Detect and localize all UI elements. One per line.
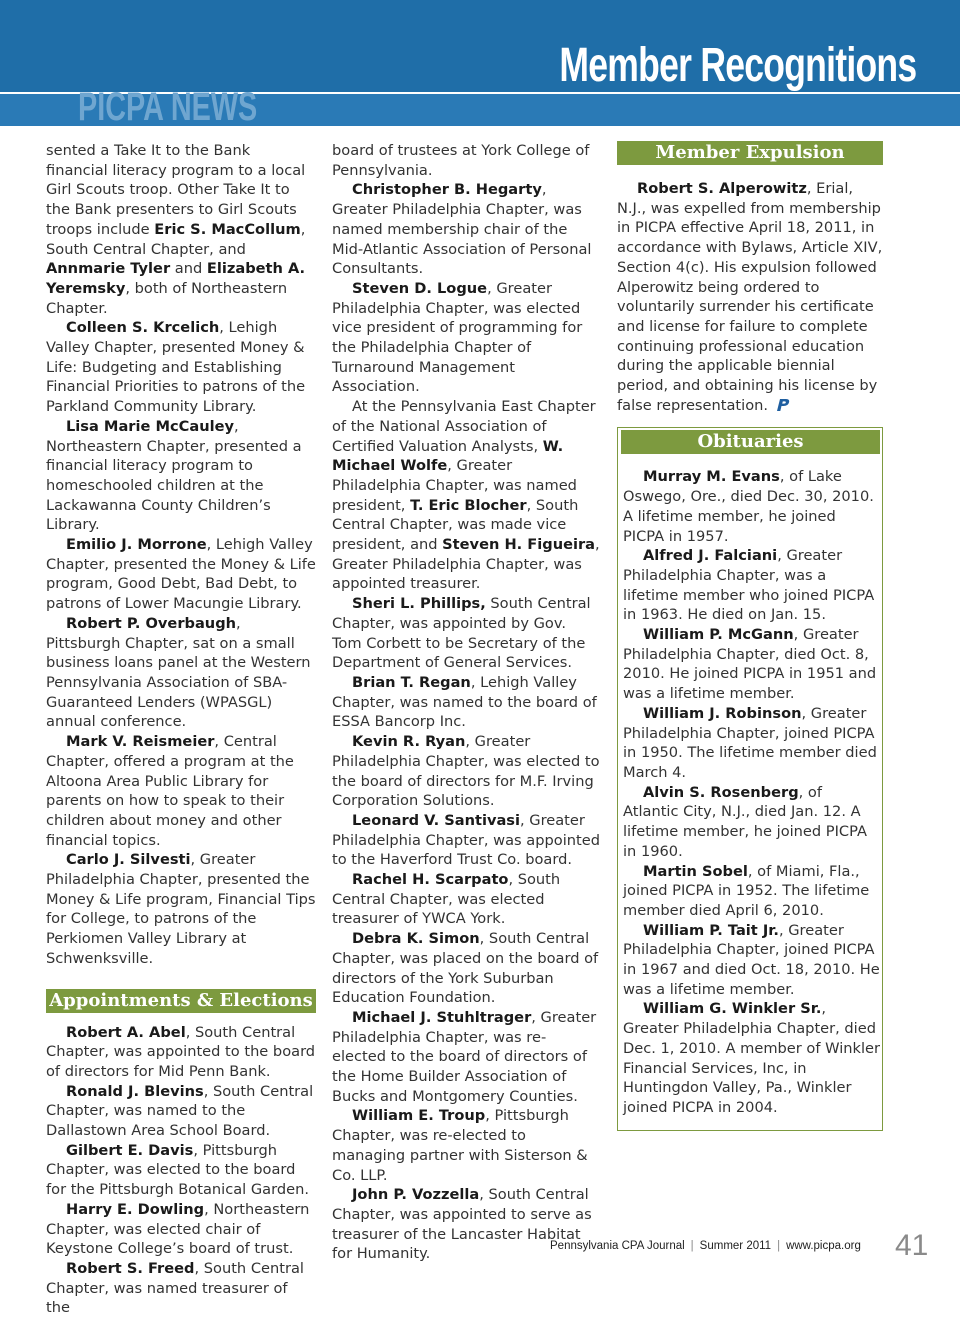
appointment-paragraph: Leonard V. Santivasi, Greater Philadelphia Chapter, was appointed to the Haverford Trust Co. board. <box>332 811 600 869</box>
obituary-paragraph: Murray M. Evans, of Lake Oswego, Ore., died Dec. 30, 2010. A lifetime member, he joined PICPA in 1957. <box>623 468 874 545</box>
recognition-paragraph: sented a Take It to the Bank financial literacy program to a local Girl Scouts troop. Other Take It to the Bank presenters to Girl Scouts troops include Eric S. MacCollum, South Central Chapter, and Annmarie Tyler and Elizabeth A. Yeremsky, both of Northeastern Chapter. <box>46 142 306 317</box>
recognition-paragraph: Colleen S. Krcelich, Lehigh Valley Chapter, presented Money & Life: Budgeting and Establishing Financial Priorities to patrons of the Parkland Community Library. <box>46 319 306 416</box>
appointment-paragraph: Kevin R. Ryan, Greater Philadelphia Chapter, was elected to the board of directors for M.F. Irving Corporation Solutions. <box>332 733 600 810</box>
appointment-paragraph: Michael J. Stuhltrager, Greater Philadelphia Chapter, was re-elected to the board of directors of the Home Builder Association of Bucks and Montgomery Counties. <box>332 1008 597 1105</box>
website-link[interactable]: www.picpa.org <box>786 1240 861 1252</box>
obituary-paragraph: William G. Winkler Sr., Greater Philadelphia Chapter, died Dec. 1, 2010. A member of Winkler Financial Services, Inc, in Huntingdon Valley, Pa., Winkler joined PICPA in 2004. <box>623 1000 881 1116</box>
appointment-paragraph: Robert A. Abel, South Central Chapter, was appointed to the board of directors for Mid Penn Bank. <box>46 1023 316 1080</box>
appointment-paragraph: At the Pennsylvania East Chapter of the National Association of Certified Valuation Analysts, W. Michael Wolfe, Greater Philadelphia Chapter, was named president, T. Eric Blocher, South Central Chapter, was made vice president, and Steven H. Figueira, Greater Philadelphia Chapter, was appointed treasurer. <box>332 398 600 593</box>
obituaries-box <box>617 427 883 1130</box>
journal-name: Pennsylvania CPA Journal <box>550 1240 685 1252</box>
footer-separator: | <box>777 1240 781 1252</box>
page-number: 41 <box>895 1229 929 1262</box>
issue-label: Summer 2011 <box>699 1240 772 1252</box>
appointment-paragraph: Ronald J. Blevins, South Central Chapter, was named to the Dallastown Area School Board. <box>46 1082 314 1140</box>
recognition-paragraph: Carlo J. Silvesti, Greater Philadelphia Chapter, presented the Money & Life program, Financial Tips for College, to patrons of the Perkiomen Valley Library at Schwenksville. <box>46 851 316 967</box>
appointment-paragraph: Harry E. Dowling, Northeastern Chapter, was elected chair of Keystone College’s board of trust. <box>46 1200 310 1258</box>
recognition-paragraph: Emilio J. Morrone, Lehigh Valley Chapter, presented the Money & Life program, Good Debt, Bad Debt, to patrons of Lower Macungie Library. <box>46 536 316 613</box>
obituary-paragraph: William J. Robinson, Greater Philadelphia Chapter, joined PICPA in 1950. The lifetime member died March 4. <box>623 704 877 781</box>
obituaries-heading: Obituaries <box>621 430 880 454</box>
obituaries-body <box>621 467 880 1117</box>
footer-separator: | <box>690 1240 694 1252</box>
magazine-name: PICPA NEWS <box>78 85 258 129</box>
appointments-heading: Appointments & Elections <box>46 989 316 1013</box>
appointment-paragraph: board of trustees at York College of Pennsylvania. <box>332 142 590 179</box>
expulsion-paragraph: Robert S. Alperowitz, Erial, N.J., was expelled from membership in PICPA effective April 18, 2011, in accordance with Bylaws, Article XIV, Section 4(c). His expulsion followed Alperowitz being ordered to voluntarily surrender his certificate and license for failure to complete continuing professional education during the applicable biennial period, and obtaining his license by false representation. <box>617 180 883 414</box>
recognition-paragraph: Robert P. Overbaugh, Pittsburgh Chapter, sat on a small business loans panel at the Western Pennsylvania Association of SBA-Guaranteed Lenders (WPASGL) annual conference. <box>46 614 311 731</box>
expulsion-heading: Member Expulsion <box>617 141 883 165</box>
column-3 <box>617 141 883 1131</box>
appointment-paragraph: Gilbert E. Davis, Pittsburgh Chapter, was elected to the board for the Pittsburgh Botanical Garden. <box>46 1141 309 1199</box>
obituary-paragraph: William P. McGann, Greater Philadelphia Chapter, died Oct. 8, 2010. He joined PICPA in 1951 and was a lifetime member. <box>623 626 877 703</box>
page-footer <box>550 1240 861 1252</box>
appointment-paragraph: John P. Vozzella, South Central Chapter, was appointed to serve as treasurer of the Lancaster Habitat for Humanity. <box>332 1186 592 1263</box>
section-title: Member Recognitions <box>559 39 916 92</box>
obituary-paragraph: Martin Sobel, of Miami, Fla., joined PICPA in 1952. The lifetime member died April 6, 2010. <box>623 862 870 919</box>
column-2 <box>332 141 600 1264</box>
obituary-paragraph: William P. Tait Jr., Greater Philadelphia Chapter, joined PICPA in 1967 and died Oct. 18, 2010. He was a lifetime member. <box>623 921 880 998</box>
obituary-paragraph: Alfred J. Falciani, Greater Philadelphia Chapter, was a lifetime member who joined PICPA in 1963. He died on Jan. 15. <box>623 547 875 624</box>
appointment-paragraph: Brian T. Regan, Lehigh Valley Chapter, was named to the board of ESSA Bancorp Inc. <box>332 673 597 731</box>
appointment-paragraph: Debra K. Simon, South Central Chapter, was placed on the board of directors of the York Suburban Education Foundation. <box>332 930 599 1007</box>
page-banner <box>0 0 960 129</box>
expulsion-body <box>617 179 883 415</box>
appointment-paragraph: Robert S. Freed, South Central Chapter, was named treasurer of the <box>46 1259 304 1317</box>
appointment-paragraph: Rachel H. Scarpato, South Central Chapter, was elected treasurer of YWCA York. <box>332 871 561 928</box>
picpa-p-logo-icon <box>774 399 790 411</box>
obituary-paragraph: Alvin S. Rosenberg, of Atlantic City, N.J., died Jan. 12. A lifetime member, he joined PICPA in 1960. <box>623 783 867 860</box>
appointment-paragraph: Steven D. Logue, Greater Philadelphia Chapter, was elected vice president of programming for the Philadelphia Chapter of Turnaround Management Association. <box>332 279 583 396</box>
recognition-paragraph: Mark V. Reismeier, Central Chapter, offered a program at the Altoona Area Public Library for parents on how to speak to their children about money and other financial topics. <box>46 733 294 849</box>
appointment-paragraph: Sheri L. Phillips, South Central Chapter, was appointed by Gov. Tom Corbett to be Secretary of the Department of General Services. <box>332 595 591 672</box>
appointment-paragraph: William E. Troup, Pittsburgh Chapter, was re-elected to managing partner with Sisterson & Co. LLP. <box>332 1107 588 1184</box>
recognition-paragraph: Lisa Marie McCauley, Northeastern Chapter, presented a financial literacy program to homeschooled children at the Lackawanna County Children’s Library. <box>46 417 302 534</box>
appointment-paragraph: Christopher B. Hegarty, Greater Philadelphia Chapter, was named membership chair of the Mid-Atlantic Association of Personal Consultants. <box>332 181 592 278</box>
column-1 <box>46 141 316 1318</box>
